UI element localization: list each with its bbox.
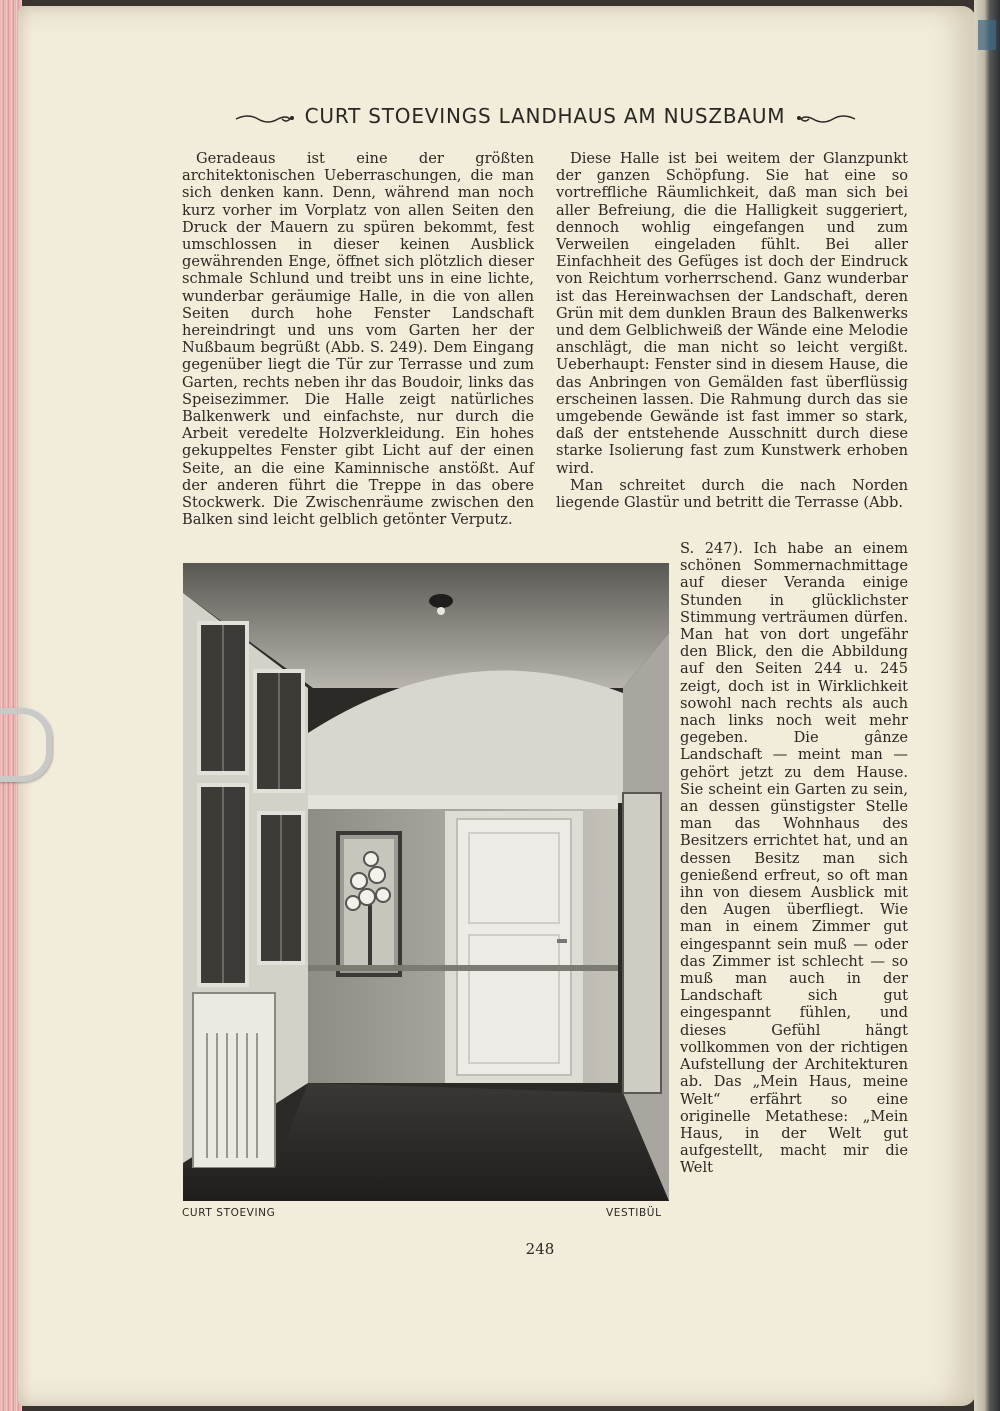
- right-paragraph-2-start: Man schreitet durch die nach Norden liegende Glastür und betritt die Terrasse (Abb.: [556, 476, 908, 512]
- vestibule-photograph: [183, 563, 669, 1201]
- right-ornament-icon: [793, 111, 857, 125]
- header-title: CURT STOEVINGS LANDHAUS AM NUSZBAUM: [304, 104, 786, 128]
- caption-architect: CURT STOEVING: [182, 1207, 276, 1219]
- caption-room: VESTIBÜL: [606, 1207, 662, 1219]
- right-column: [556, 150, 908, 511]
- right-narrow-column: [680, 540, 908, 1177]
- left-paragraph: Geradeaus ist eine der größten architektonischen Ueberraschungen, die man sich denken kann. Denn, während man noch kurz vorher im Vorplatz von allen Seiten den Druck der Mauern zu spüren bekommt, fest umschlossen in dieser keinen Ausblick gewährenden Enge, öffnet sich plötzlich dieser schmale Schlund und treibt uns in eine lichte, wunderbar geräumige Halle, in die von allen Seiten durch hohe Fenster Landschaft hereindringt und uns vom Garten her der Nußbaum begrüßt (Abb. S. 249). Dem Eingang gegenüber liegt die Tür zur Terrasse und zum Garten, rechts neben ihr das Boudoir, links das Speisezimmer. Die Halle zeigt natürliches Balkenwerk und einfachste, nur durch die Arbeit veredelte Holzverkleidung. Ein hohes gekuppeltes Fenster gibt Licht auf der einen Seite, an die eine Kaminnische anstößt. Auf der anderen führt die Treppe in das obere Stockwerk. Die Zwischenräume zwischen den Balken sind leicht gelblich getönter Verputz.: [182, 150, 534, 529]
- left-ornament-icon: [234, 111, 298, 125]
- paper-clip: [0, 708, 52, 782]
- right-paragraph-2-rest: S. 247). Ich habe an einem schönen Sommernachmittage auf dieser Veranda einige Stunden in glücklichster Stimmung verträumen dürfen. Man hat von dort ungefähr den Blick, den die Abbildung auf den Seiten 244 u. 245 zeigt, doch ist in Wirklichkeit sowohl nach rechts als auch nach links noch weit mehr gegeben. Die gânze Landschaft — meint man — gehört jetzt zu dem Hause. Sie scheint ein Garten zu sein, an dessen günstigster Stelle man das Wohnhaus des Besitzers errichtet hat, und an dessen Besitz man sich genießend erfreut, so oft man ihn von diesem Ausblick mit den Augen überfliegt. Wie man in einem Zimmer gut eingespannt sein muß — oder das Zimmer ist schlecht — so muß man auch in der Landschaft sich gut eingespannt fühlen, und dieses Gefühl hängt vollkommen von der richtigen Aufstellung der Architekturen ab. Das „Mein Haus, meine Welt“ erfährt so eine originelle Metathese: „Mein Haus, in der Welt gut aufgestellt, macht mir die Welt: [680, 540, 908, 1177]
- book-edge-right: [974, 0, 1000, 1411]
- vestibule-illustration: [183, 563, 669, 1201]
- index-tab: [978, 20, 996, 50]
- page-number: 248: [525, 1240, 555, 1258]
- left-column: [182, 150, 534, 528]
- right-paragraph-1: Diese Halle ist bei weitem der Glanzpunkt der ganzen Schöpfung. Sie hat eine so vortreffliche Räumlichkeit, daß man sich bei aller Befreiung, die die Halligkeit suggeriert, dennoch wohlig eingefangen und zum Verweilen eingeladen fühlt. Bei aller Einfachheit des Gefüges ist doch der Eindruck von Reichtum vorherrschend. Ganz wunderbar ist das Hereinwachsen der Landschaft, deren Grün mit dem dunklen Braun des Balkenwerks und dem Gelblichweiß der Wände eine Melodie anschlägt, die man nicht so leicht vergißt. Ueberhaupt: Fenster sind in diesem Hause, die das Anbringen von Gemälden fast überflüssig erscheinen lassen. Die Rahmung durch das sie umgebende Gewände ist fast immer so stark, daß der entstehende Ausschnitt durch diese starke Isolierung fast zum Kunstwerk erhoben wird.: [556, 150, 908, 477]
- running-header: [182, 104, 908, 132]
